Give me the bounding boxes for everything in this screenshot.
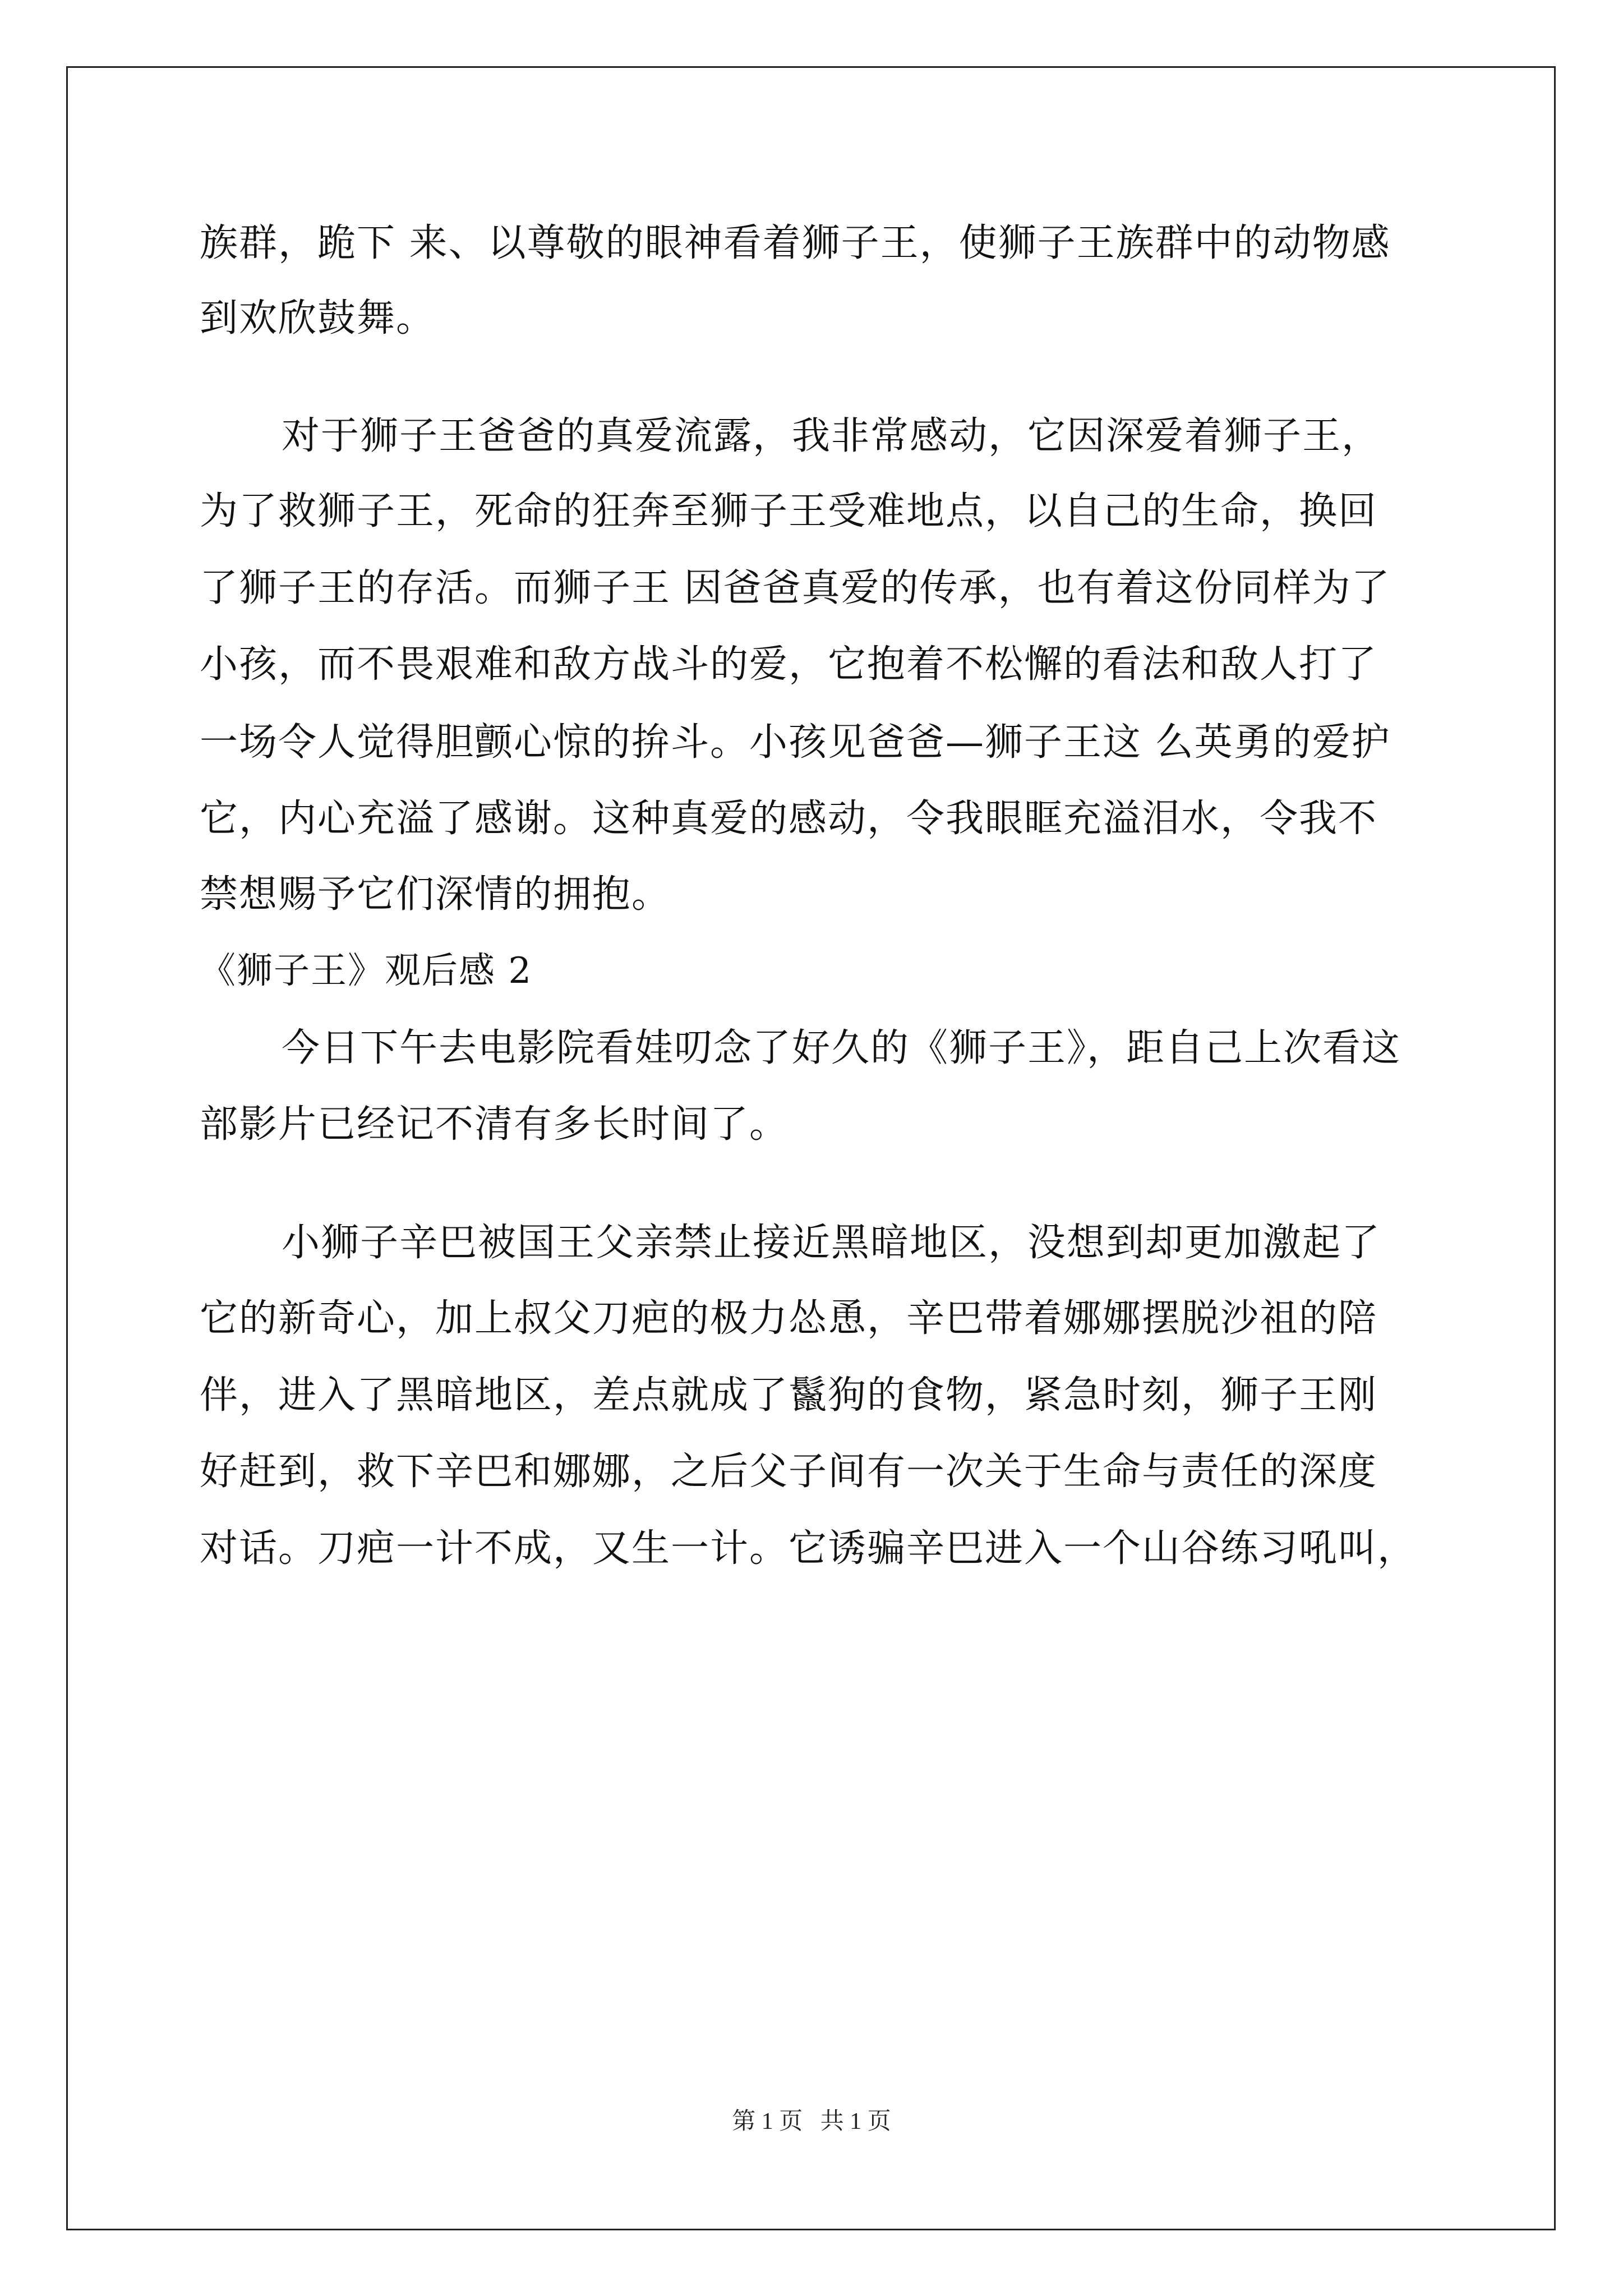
- body-text-line: 族群，跪下 来、以尊敬的眼神看着狮子王，使狮子王族群中的动物感: [200, 221, 1391, 265]
- body-text-line: 小狮子辛巴被国王父亲禁止接近黑暗地区，没想到却更加激起了: [282, 1221, 1381, 1265]
- body-text-line: 今日下午去电影院看娃叨念了好久的《狮子王》，距自己上次看这: [282, 1026, 1401, 1070]
- body-text-line: 为了救狮子王，死命的狂奔至狮子王受难地点，以自己的生命，换回: [200, 489, 1378, 533]
- body-text-line: 对于狮子王爸爸的真爱流露，我非常感动，它因深爱着狮子王，: [282, 414, 1381, 458]
- body-text-line: 一场令人觉得胆颤心惊的拚斗。小孩见爸爸—狮子王这 么英勇的爱护: [200, 720, 1391, 765]
- body-text-line: 到欢欣鼓舞。: [200, 296, 436, 341]
- body-text-line: 对话。刀疤一计不成，又生一计。它诱骗辛巴进入一个山谷练习吼叫，: [200, 1526, 1417, 1571]
- body-text-line: 了狮子王的存活。而狮子王 因爸爸真爱的传承，也有着这份同样为了: [200, 566, 1391, 610]
- body-text-line: 它，内心充溢了感谢。这种真爱的感动，令我眼眶充溢泪水，令我不: [200, 797, 1378, 841]
- body-text-line: 部影片已经记不清有多长时间了。: [200, 1102, 789, 1147]
- body-text-line: 好赶到，救下辛巴和娜娜，之后父子间有一次关于生命与责任的深度: [200, 1450, 1378, 1494]
- body-text-line: 它的新奇心，加上叔父刀疤的极力怂恿，辛巴带着娜娜摆脱沙祖的陪: [200, 1296, 1378, 1341]
- page-footer: 第 1 页 共 1 页: [732, 2109, 891, 2134]
- body-text-line: 禁想赐予它们深情的拥抱。: [200, 872, 671, 917]
- page-border: [66, 66, 1556, 2230]
- body-text-line: 伴，进入了黑暗地区，差点就成了鬣狗的食物，紧急时刻，狮子王刚: [200, 1373, 1378, 1418]
- section-heading: 《狮子王》观后感 2: [200, 950, 533, 992]
- body-text-line: 小孩，而不畏艰难和敌方战斗的爱，它抱着不松懈的看法和敌人打了: [200, 642, 1378, 687]
